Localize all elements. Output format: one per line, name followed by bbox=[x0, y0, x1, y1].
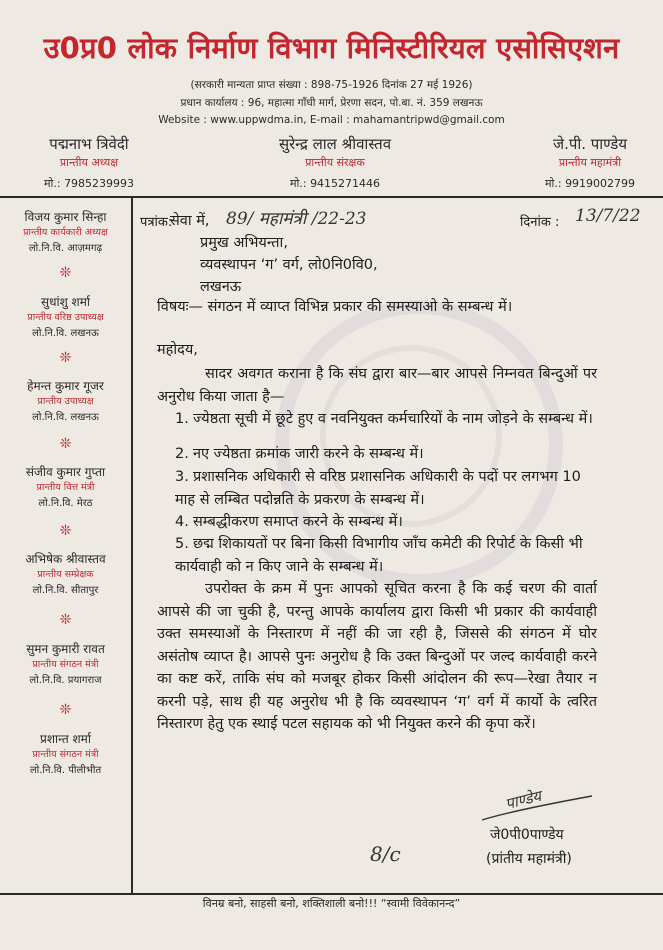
member-post: प्रान्तीय उपाध्यक्ष bbox=[37, 396, 94, 407]
list-item bbox=[175, 443, 597, 466]
letter-closing-paragraph: उपरोक्त के क्रम में पुनः आपको सूचित करना है कि कई चरण की वार्ता आपसे की जा चुकी है, परन्तु आपके कार्यालय द्वारा किसी भी प्रकार की कार्यवाही उक्त समस्याओं के निस्तारण में नहीं की जा रही है, जिससे की संगठन में घोर असंतोष व्याप्त है। आपसे पुनः अनुरोध है कि उक्त बिन्दुओं पर जल्द कार्यवाही करने का कष्ट करें, ताकि संघ को मजबूर होकर किसी आंदोलन की रूप—रेखा तैयार न करनी पड़े, साथ ही यह अनुरोध भी है कि व्यवस्थापन ‘ग’ वर्ग में कार्यो के त्वरित निस्तारण हेतु एक स्थाई पटल सहायक को भी नियुक्त करने की कृपा करें। bbox=[157, 581, 597, 732]
official-name: पद्मनाभ त्रिवेदी bbox=[49, 135, 129, 153]
item-text: प्रशासनिक अधिकारी से वरिष्ठ प्रशासनिक अधिकारी के पदों पर लगभग 10 माह से लम्बित पदोन्नति के प्रकरण के सम्बन्ध में। bbox=[175, 469, 581, 508]
item-number: 1. bbox=[175, 411, 189, 427]
item-text: छद्म शिकायतों पर बिना किसी विभागीय जाँच कमेटी की रिपोर्ट के किसी भी कार्यवाही को न किए जाने के सम्बन्ध में। bbox=[175, 536, 583, 575]
member-name: हेमन्त कुमार गूजर bbox=[27, 379, 104, 393]
footer-divider bbox=[0, 893, 663, 895]
member-place: लो.नि.वि. लखनऊ bbox=[32, 328, 99, 339]
official-mobile: मो.: 7985239993 bbox=[43, 177, 135, 190]
handwritten-note: 8/c bbox=[370, 842, 401, 866]
signer-name: जे0पी0पाण्डेय bbox=[490, 827, 564, 843]
flower-icon: ❊ bbox=[59, 702, 72, 718]
letter-subject: विषयः— संगठन में व्याप्त विभिन्न प्रकार की समस्याओ के सम्बन्ध में। bbox=[157, 299, 513, 315]
official-mobile: मो.: 9919002799 bbox=[544, 177, 636, 190]
letter-intro: सादर अवगत कराना है कि संघ द्वारा बार—बार आपसे निम्नवत बिन्दुओं पर अनुरोध किया जाता है— bbox=[157, 366, 597, 405]
member-post: प्रान्तीय संगठन मंत्री bbox=[32, 659, 99, 670]
handwritten-signature: पाण्डेय bbox=[503, 786, 543, 814]
item-text: सम्बद्धीकरण समाप्त करने के सम्बन्ध में। bbox=[193, 514, 403, 530]
patrank-label: पत्रांक: bbox=[140, 215, 173, 230]
official-president bbox=[14, 134, 164, 191]
member-name: सुधांशु शर्मा bbox=[40, 295, 91, 309]
member-post: प्रान्तीय कार्यकारी अध्यक्ष bbox=[23, 227, 108, 238]
date-value: 13/7/22 bbox=[575, 206, 641, 226]
official-mobile: मो.: 9415271446 bbox=[289, 177, 381, 190]
item-number: 3. bbox=[175, 469, 189, 485]
association-title: उ0प्र0 लोक निर्माण विभाग मिनिस्टीरियल एसोसिएशन bbox=[43, 31, 620, 65]
official-name: जे.पी. पाण्डेय bbox=[552, 135, 628, 153]
sidebar-member bbox=[0, 208, 131, 254]
website-email: Website : www.uppwdma.in, E-mail : mahamantripwd@gmail.com bbox=[158, 114, 505, 126]
recognition-line: (सरकारी मान्यता प्राप्त संख्या : 898-75-1926 दिनांक 27 मई 1926) bbox=[190, 79, 473, 91]
address-line: सेवा में, bbox=[170, 213, 210, 229]
member-post: प्रान्तीय संगठन मंत्री bbox=[32, 749, 99, 760]
member-post: प्रान्तीय वरिष्ठ उपाध्यक्ष bbox=[27, 312, 104, 323]
signer-post: (प्रांतीय महामंत्री) bbox=[486, 851, 572, 867]
member-post: प्रान्तीय वित्त मंत्री bbox=[36, 482, 95, 493]
official-post: प्रान्तीय संरक्षक bbox=[305, 156, 365, 169]
member-place: लो.नि.वि. मेरठ bbox=[38, 498, 93, 509]
member-post: प्रान्तीय सम्प्रेक्षक bbox=[37, 569, 94, 580]
member-name: विजय कुमार सिन्हा bbox=[24, 210, 107, 224]
sidebar-member bbox=[0, 293, 131, 339]
sidebar-member bbox=[0, 640, 131, 686]
member-place: लो.नि.वि. आज़मगढ़ bbox=[28, 243, 103, 254]
patrank-value: 89/ महामंत्री /22-23 bbox=[226, 209, 367, 229]
official-patron bbox=[230, 134, 440, 191]
item-number: 5. bbox=[175, 536, 189, 552]
item-number: 2. bbox=[175, 446, 189, 462]
signature-stroke bbox=[478, 792, 598, 826]
list-item bbox=[175, 466, 597, 511]
sidebar-member bbox=[0, 463, 131, 509]
item-text: नए ज्येष्ठता क्रमांक जारी करने के सम्बन्ध में। bbox=[193, 446, 424, 462]
footer-quote: विनम्र बनो, साहसी बनो, शक्तिशाली बनो!!! “स्वामी विवेकानन्द” bbox=[202, 897, 461, 910]
flower-icon: ❊ bbox=[59, 265, 72, 281]
header-divider bbox=[0, 196, 663, 198]
official-name: सुरेन्द्र लाल श्रीवास्तव bbox=[278, 135, 392, 153]
item-number: 4. bbox=[175, 514, 189, 530]
sidebar-divider bbox=[131, 198, 133, 894]
member-name: संजीव कुमार गुप्ता bbox=[25, 465, 106, 479]
sidebar-member bbox=[0, 730, 131, 776]
date-label: दिनांक : bbox=[520, 215, 560, 230]
flower-icon: ❊ bbox=[59, 436, 72, 452]
office-address: प्रधान कार्यालय : 96, महात्मा गाँधी मार्ग, प्रेरणा सदन, पो.बा. नं. 359 लखनऊ bbox=[180, 97, 483, 109]
member-place: लो.नि.वि. प्रयागराज bbox=[29, 675, 102, 686]
list-item bbox=[175, 408, 597, 431]
official-post: प्रान्तीय महामंत्री bbox=[558, 156, 622, 169]
member-place: लो.नि.वि. लखनऊ bbox=[32, 412, 99, 423]
item-text: ज्येष्ठता सूची में छूटे हुए व नवनियुक्त कर्मचारियों के नाम जोड़ने के सम्बन्ध में। bbox=[193, 411, 593, 427]
member-name: सुमन कुमारी रावत bbox=[26, 642, 105, 656]
address-line: लखनऊ bbox=[200, 279, 242, 295]
flower-icon: ❊ bbox=[59, 350, 72, 366]
flower-icon: ❊ bbox=[59, 612, 72, 628]
list-item bbox=[175, 533, 597, 578]
member-place: लो.नि.वि. सीतापुर bbox=[32, 585, 99, 596]
address-line: व्यवस्थापन ‘ग’ वर्ग, लो0नि0वि0, bbox=[200, 257, 378, 273]
sidebar-member bbox=[0, 550, 131, 596]
member-place: लो.नि.वि. पीलीभीत bbox=[29, 765, 102, 776]
address-line: प्रमुख अभियन्ता, bbox=[200, 235, 288, 251]
list-item bbox=[175, 511, 597, 534]
official-general-secretary bbox=[520, 134, 660, 191]
official-post: प्रान्तीय अध्यक्ष bbox=[59, 156, 119, 169]
member-name: अभिषेक श्रीवास्तव bbox=[25, 552, 106, 566]
sidebar-member bbox=[0, 377, 131, 423]
member-name: प्रशान्त शर्मा bbox=[40, 732, 91, 746]
flower-icon: ❊ bbox=[59, 523, 72, 539]
letter-salutation: महोदय, bbox=[157, 342, 198, 358]
